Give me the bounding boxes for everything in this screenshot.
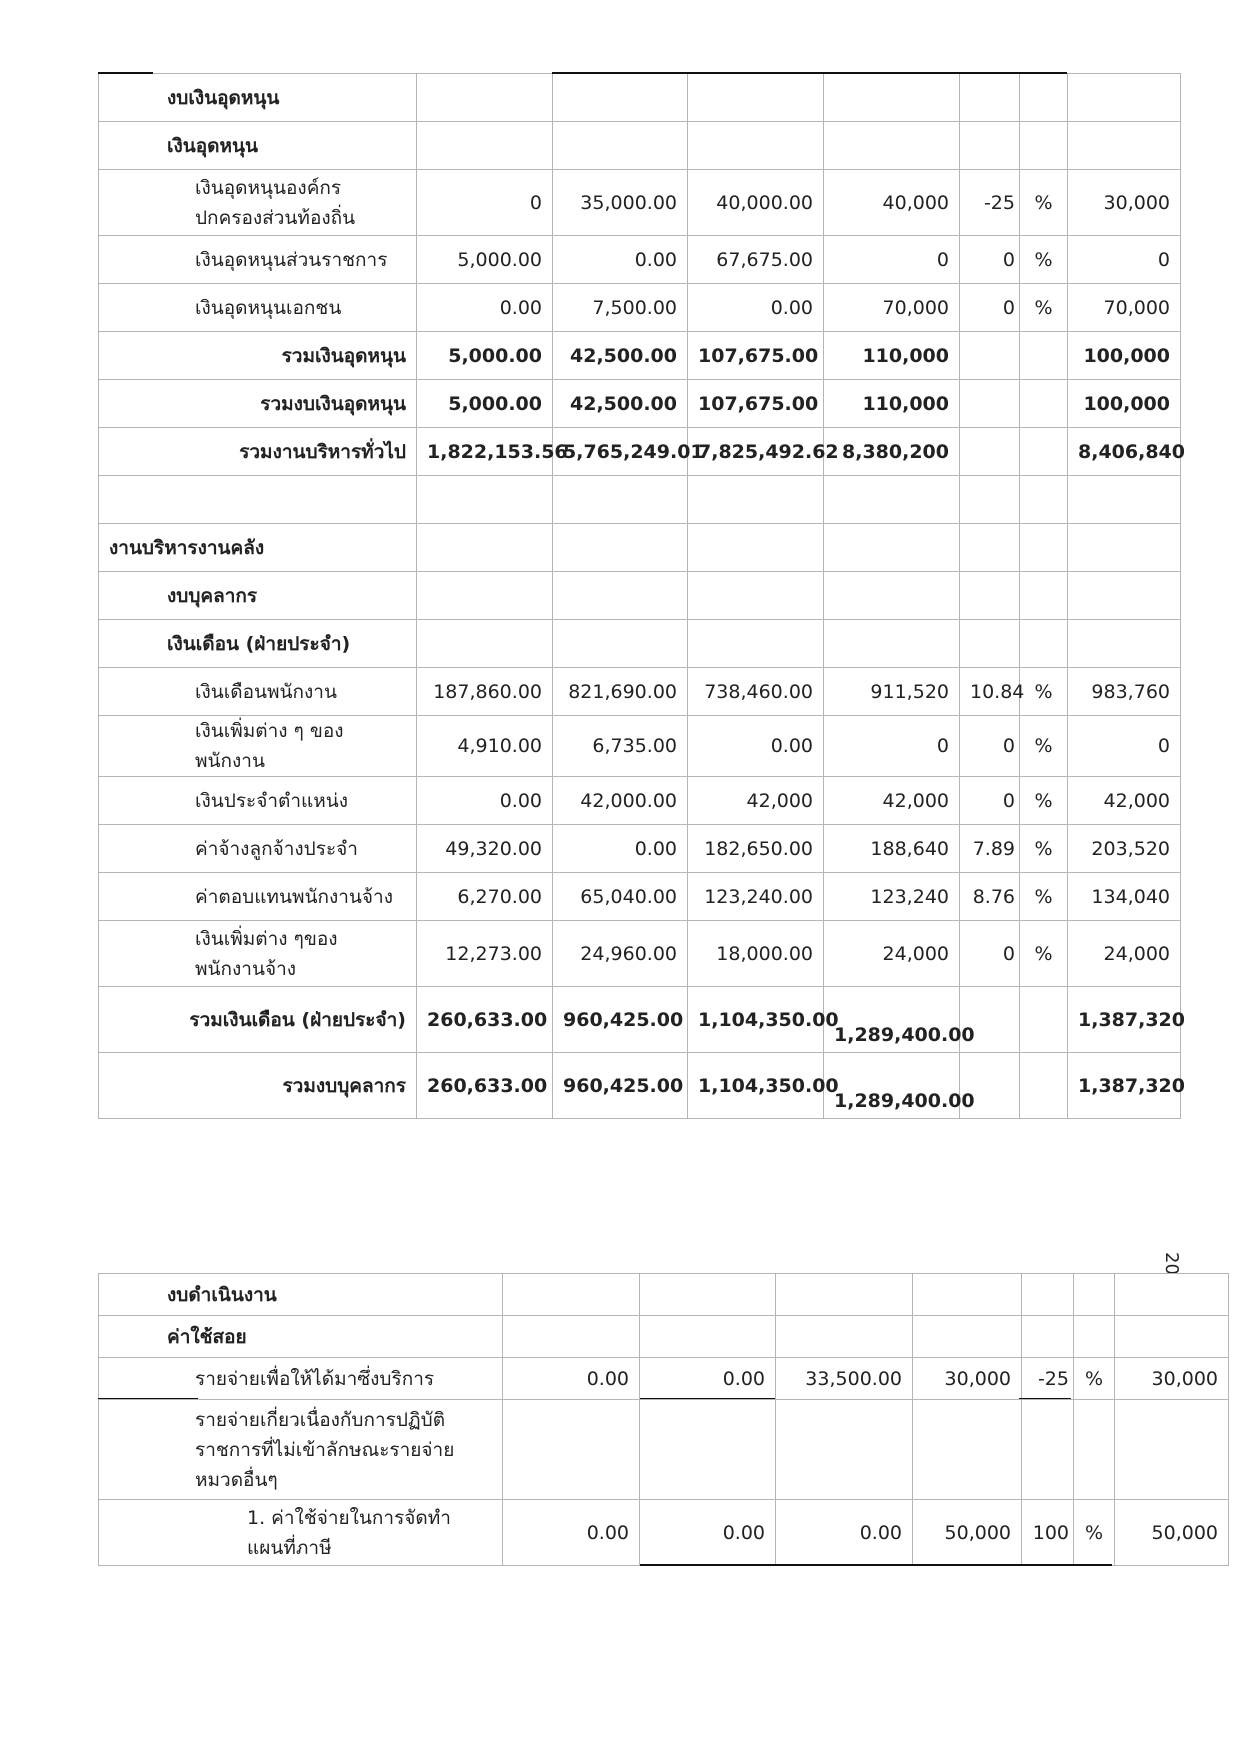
- row-label: งบดำเนินงาน: [99, 1274, 503, 1316]
- bottom-underline: [640, 1564, 1112, 1566]
- amount-cell: [1115, 1316, 1229, 1358]
- amount-cell: 1,387,320: [1068, 1053, 1181, 1119]
- row-label: งานบริหารงานคลัง: [99, 524, 417, 572]
- amount-cell: 6,735.00: [553, 716, 688, 777]
- amount-cell: 0.00: [776, 1500, 913, 1566]
- amount-cell: 821,690.00: [553, 668, 688, 716]
- amount-cell: 100,000: [1068, 332, 1181, 380]
- amount-cell: [824, 122, 960, 170]
- row-underline-1: [98, 1398, 198, 1399]
- amount-cell: 911,520: [824, 668, 960, 716]
- table-row: [99, 380, 1181, 428]
- table-row: [99, 74, 1181, 122]
- amount-cell: [553, 122, 688, 170]
- percent-sign: [1020, 524, 1068, 572]
- row-label: รวมงบเงินอุดหนุน: [99, 380, 417, 428]
- budget-table-1-body: [99, 74, 1185, 1119]
- amount-cell: 1,104,350.00: [688, 1053, 824, 1119]
- percent-sign: [1074, 1274, 1115, 1316]
- percent-value: [960, 572, 1020, 620]
- row-underline-2: [640, 1398, 775, 1399]
- amount-cell: [1115, 1274, 1229, 1316]
- amount-cell: 70,000: [824, 284, 960, 332]
- percent-value: [960, 380, 1020, 428]
- row-label: รวมเงินเดือน (ฝ่ายประจำ): [99, 987, 417, 1053]
- amount-cell: [1115, 1400, 1229, 1500]
- row-label: เงินเพิ่มต่าง ๆของพนักงานจ้าง: [99, 921, 417, 987]
- amount-cell: [824, 476, 960, 524]
- amount-cell: [503, 1316, 640, 1358]
- amount-cell: 0: [1068, 236, 1181, 284]
- amount-cell: 960,425.00: [553, 1053, 688, 1119]
- amount-cell: 42,500.00: [553, 332, 688, 380]
- amount-cell: [640, 1274, 776, 1316]
- amount-cell: 1,387,320: [1068, 987, 1181, 1053]
- amount-cell: [553, 620, 688, 668]
- row-label: เงินอุดหนุนส่วนราชการ: [99, 236, 417, 284]
- amount-cell: 8,380,200: [824, 428, 960, 476]
- amount-cell: 188,640: [824, 825, 960, 873]
- amount-cell: [503, 1274, 640, 1316]
- amount-cell: 50,000: [913, 1500, 1022, 1566]
- amount-cell: 1,822,153.56: [417, 428, 553, 476]
- amount-cell: [417, 524, 553, 572]
- amount-cell: 0.00: [417, 284, 553, 332]
- percent-sign: %: [1020, 236, 1068, 284]
- table-row: [99, 428, 1181, 476]
- table-row: [99, 572, 1181, 620]
- percent-sign: [1074, 1400, 1115, 1500]
- amount-cell: 960,425.00: [553, 987, 688, 1053]
- table-row: [99, 476, 1181, 524]
- amount-cell: [553, 524, 688, 572]
- amount-cell: 123,240.00: [688, 873, 824, 921]
- percent-value: [960, 332, 1020, 380]
- table-row: [99, 873, 1181, 921]
- percent-value: 0: [960, 284, 1020, 332]
- amount-cell: 134,040: [1068, 873, 1181, 921]
- percent-value: [960, 122, 1020, 170]
- amount-cell: 260,633.00: [417, 987, 553, 1053]
- amount-cell: 0.00: [688, 284, 824, 332]
- percent-value: 7.89: [960, 825, 1020, 873]
- percent-value: -25: [1022, 1358, 1074, 1400]
- amount-cell: 33,500.00: [776, 1358, 913, 1400]
- amount-cell: 50,000: [1115, 1500, 1229, 1566]
- row-label: เงินอุดหนุนองค์กรปกครองส่วนท้องถิ่น: [99, 170, 417, 236]
- amount-cell: [1068, 524, 1181, 572]
- amount-cell: [1068, 476, 1181, 524]
- amount-cell: 0.00: [640, 1500, 776, 1566]
- percent-sign: [1020, 476, 1068, 524]
- table-row: [99, 1274, 1229, 1316]
- percent-value: [960, 74, 1020, 122]
- amount-cell: [776, 1274, 913, 1316]
- amount-cell: 8,406,840: [1068, 428, 1181, 476]
- amount-cell: [503, 1400, 640, 1500]
- amount-cell: [1068, 572, 1181, 620]
- amount-cell: [553, 74, 688, 122]
- amount-cell: [824, 620, 960, 668]
- amount-cell: 42,000: [1068, 777, 1181, 825]
- percent-value: 8.76: [960, 873, 1020, 921]
- amount-cell: [553, 572, 688, 620]
- table-row: [99, 122, 1181, 170]
- row-label: รวมงานบริหารทั่วไป: [99, 428, 417, 476]
- percent-sign: %: [1020, 825, 1068, 873]
- amount-cell: 7,825,492.62: [688, 428, 824, 476]
- table-row: [99, 825, 1181, 873]
- table-row: [99, 1316, 1229, 1358]
- amount-cell: [1068, 122, 1181, 170]
- percent-sign: %: [1020, 716, 1068, 777]
- row-underline-3: [1019, 1398, 1071, 1399]
- percent-sign: %: [1074, 1500, 1115, 1566]
- percent-value: 0: [960, 236, 1020, 284]
- row-label: เงินประจำตำแหน่ง: [99, 777, 417, 825]
- percent-value: 0: [960, 716, 1020, 777]
- amount-cell: [553, 476, 688, 524]
- percent-sign: [1020, 620, 1068, 668]
- percent-sign: %: [1020, 921, 1068, 987]
- amount-cell: 107,675.00: [688, 380, 824, 428]
- budget-table-2: [98, 1273, 1229, 1566]
- amount-cell: 1,104,350.00: [688, 987, 824, 1053]
- amount-cell: 65,040.00: [553, 873, 688, 921]
- amount-cell: 0.00: [688, 716, 824, 777]
- amount-cell: 24,000: [824, 921, 960, 987]
- amount-cell: [688, 74, 824, 122]
- percent-sign: [1020, 987, 1068, 1053]
- amount-cell: 0: [824, 236, 960, 284]
- amount-cell: 67,675.00: [688, 236, 824, 284]
- amount-cell: 0: [1068, 716, 1181, 777]
- percent-sign: %: [1074, 1358, 1115, 1400]
- amount-cell: 30,000: [913, 1358, 1022, 1400]
- amount-cell: 0.00: [640, 1358, 776, 1400]
- amount-cell: 40,000.00: [688, 170, 824, 236]
- amount-cell: [688, 524, 824, 572]
- amount-cell: 42,000.00: [553, 777, 688, 825]
- amount-cell: 5,000.00: [417, 380, 553, 428]
- amount-cell: 110,000: [824, 380, 960, 428]
- amount-cell: 107,675.00: [688, 332, 824, 380]
- amount-cell: 203,520: [1068, 825, 1181, 873]
- amount-cell: 6,270.00: [417, 873, 553, 921]
- amount-cell: 12,273.00: [417, 921, 553, 987]
- percent-value: 0: [960, 921, 1020, 987]
- amount-cell: 42,000: [688, 777, 824, 825]
- amount-cell: 40,000: [824, 170, 960, 236]
- percent-sign: [1020, 428, 1068, 476]
- amount-cell: [824, 74, 960, 122]
- amount-cell: [688, 572, 824, 620]
- row-label: เงินอุดหนุน: [99, 122, 417, 170]
- amount-cell: 100,000: [1068, 380, 1181, 428]
- percent-value: [960, 476, 1020, 524]
- amount-cell: 0: [824, 716, 960, 777]
- top-border-mid: [552, 72, 1067, 74]
- row-label: เงินเดือน (ฝ่ายประจำ): [99, 620, 417, 668]
- amount-cell: [913, 1274, 1022, 1316]
- amount-cell: 70,000: [1068, 284, 1181, 332]
- table-row: [99, 987, 1181, 1053]
- percent-sign: [1020, 1053, 1068, 1119]
- row-label: งบเงินอุดหนุน: [99, 74, 417, 122]
- amount-cell: 5,000.00: [417, 236, 553, 284]
- amount-cell: 0.00: [503, 1358, 640, 1400]
- table-row: [99, 332, 1181, 380]
- percent-value: [1022, 1400, 1074, 1500]
- amount-cell: 42,500.00: [553, 380, 688, 428]
- amount-cell: [417, 620, 553, 668]
- table-row: [99, 620, 1181, 668]
- amount-cell: [824, 524, 960, 572]
- page-number: 20: [1161, 1252, 1182, 1275]
- amount-cell: 30,000: [1068, 170, 1181, 236]
- row-label: 1. ค่าใช้จ่ายในการจัดทำแผนที่ภาษี: [99, 1500, 503, 1566]
- amount-cell: 0.00: [503, 1500, 640, 1566]
- row-label: ค่าจ้างลูกจ้างประจำ: [99, 825, 417, 873]
- row-label: ค่าตอบแทนพนักงานจ้าง: [99, 873, 417, 921]
- amount-cell: [824, 572, 960, 620]
- percent-value: [1022, 1316, 1074, 1358]
- amount-cell: 7,500.00: [553, 284, 688, 332]
- amount-cell: [913, 1400, 1022, 1500]
- percent-sign: [1074, 1316, 1115, 1358]
- amount-cell: 0.00: [417, 777, 553, 825]
- percent-value: [1022, 1274, 1074, 1316]
- percent-sign: [1020, 380, 1068, 428]
- percent-sign: %: [1020, 777, 1068, 825]
- row-label: รายจ่ายเพื่อให้ได้มาซึ่งบริการ: [99, 1358, 503, 1400]
- amount-cell: [417, 74, 553, 122]
- row-label: เงินเพิ่มต่าง ๆ ของพนักงาน: [99, 716, 417, 777]
- row-label: รวมงบบุคลากร: [99, 1053, 417, 1119]
- amount-cell: [417, 572, 553, 620]
- amount-cell: 260,633.00: [417, 1053, 553, 1119]
- amount-cell: [417, 476, 553, 524]
- amount-cell: [1068, 74, 1181, 122]
- budget-table-2-body: [99, 1274, 1229, 1566]
- amount-cell: 182,650.00: [688, 825, 824, 873]
- amount-cell: 35,000.00: [553, 170, 688, 236]
- percent-value: 0: [960, 777, 1020, 825]
- amount-cell: 110,000: [824, 332, 960, 380]
- percent-value: 10.84: [960, 668, 1020, 716]
- percent-value: [960, 524, 1020, 572]
- amount-cell: [640, 1316, 776, 1358]
- table-row: [99, 668, 1181, 716]
- table-row: [99, 170, 1181, 236]
- row-label: ค่าใช้สอย: [99, 1316, 503, 1358]
- percent-sign: [1020, 122, 1068, 170]
- percent-sign: [1020, 332, 1068, 380]
- row-label: [99, 476, 417, 524]
- amount-cell: [913, 1316, 1022, 1358]
- amount-cell: 4,910.00: [417, 716, 553, 777]
- amount-cell: [640, 1400, 776, 1500]
- table-row: [99, 1400, 1229, 1500]
- row-label: รายจ่ายเกี่ยวเนื่องกับการปฏิบัติราชการที่ไม่เข้าลักษณะรายจ่ายหมวดอื่นๆ: [99, 1400, 503, 1500]
- row-label: งบบุคลากร: [99, 572, 417, 620]
- amount-cell: [688, 620, 824, 668]
- percent-sign: %: [1020, 668, 1068, 716]
- percent-value: 100: [1022, 1500, 1074, 1566]
- row-label: เงินเดือนพนักงาน: [99, 668, 417, 716]
- amount-cell: 738,460.00: [688, 668, 824, 716]
- amount-cell: 123,240: [824, 873, 960, 921]
- percent-sign: %: [1020, 873, 1068, 921]
- table-row: [99, 236, 1181, 284]
- table-row: [99, 524, 1181, 572]
- amount-cell: 1,289,400.00: [824, 987, 960, 1053]
- amount-cell: 24,000: [1068, 921, 1181, 987]
- table-row: [99, 1500, 1229, 1566]
- amount-cell: 983,760: [1068, 668, 1181, 716]
- amount-cell: [688, 476, 824, 524]
- percent-sign: %: [1020, 170, 1068, 236]
- top-border-left: [98, 72, 153, 74]
- amount-cell: 1,289,400.00: [824, 1053, 960, 1119]
- table-row: [99, 716, 1181, 777]
- amount-cell: 0.00: [553, 825, 688, 873]
- amount-cell: 24,960.00: [553, 921, 688, 987]
- amount-cell: 0.00: [553, 236, 688, 284]
- amount-cell: 5,000.00: [417, 332, 553, 380]
- amount-cell: [1068, 620, 1181, 668]
- budget-table-1: [98, 73, 1185, 1119]
- amount-cell: 187,860.00: [417, 668, 553, 716]
- table-row: [99, 1053, 1181, 1119]
- amount-cell: [417, 122, 553, 170]
- amount-cell: 49,320.00: [417, 825, 553, 873]
- percent-sign: [1020, 74, 1068, 122]
- amount-cell: 0: [417, 170, 553, 236]
- table-row: [99, 777, 1181, 825]
- amount-cell: [688, 122, 824, 170]
- percent-sign: %: [1020, 284, 1068, 332]
- amount-cell: [776, 1316, 913, 1358]
- row-label: รวมเงินอุดหนุน: [99, 332, 417, 380]
- amount-cell: [776, 1400, 913, 1500]
- table-row: [99, 1358, 1229, 1400]
- amount-cell: 18,000.00: [688, 921, 824, 987]
- row-label: เงินอุดหนุนเอกชน: [99, 284, 417, 332]
- percent-sign: [1020, 572, 1068, 620]
- amount-cell: 30,000: [1115, 1358, 1229, 1400]
- table-row: [99, 284, 1181, 332]
- amount-cell: 42,000: [824, 777, 960, 825]
- percent-value: [960, 428, 1020, 476]
- percent-value: [960, 620, 1020, 668]
- amount-cell: 5,765,249.01: [553, 428, 688, 476]
- table-row: [99, 921, 1181, 987]
- percent-value: -25: [960, 170, 1020, 236]
